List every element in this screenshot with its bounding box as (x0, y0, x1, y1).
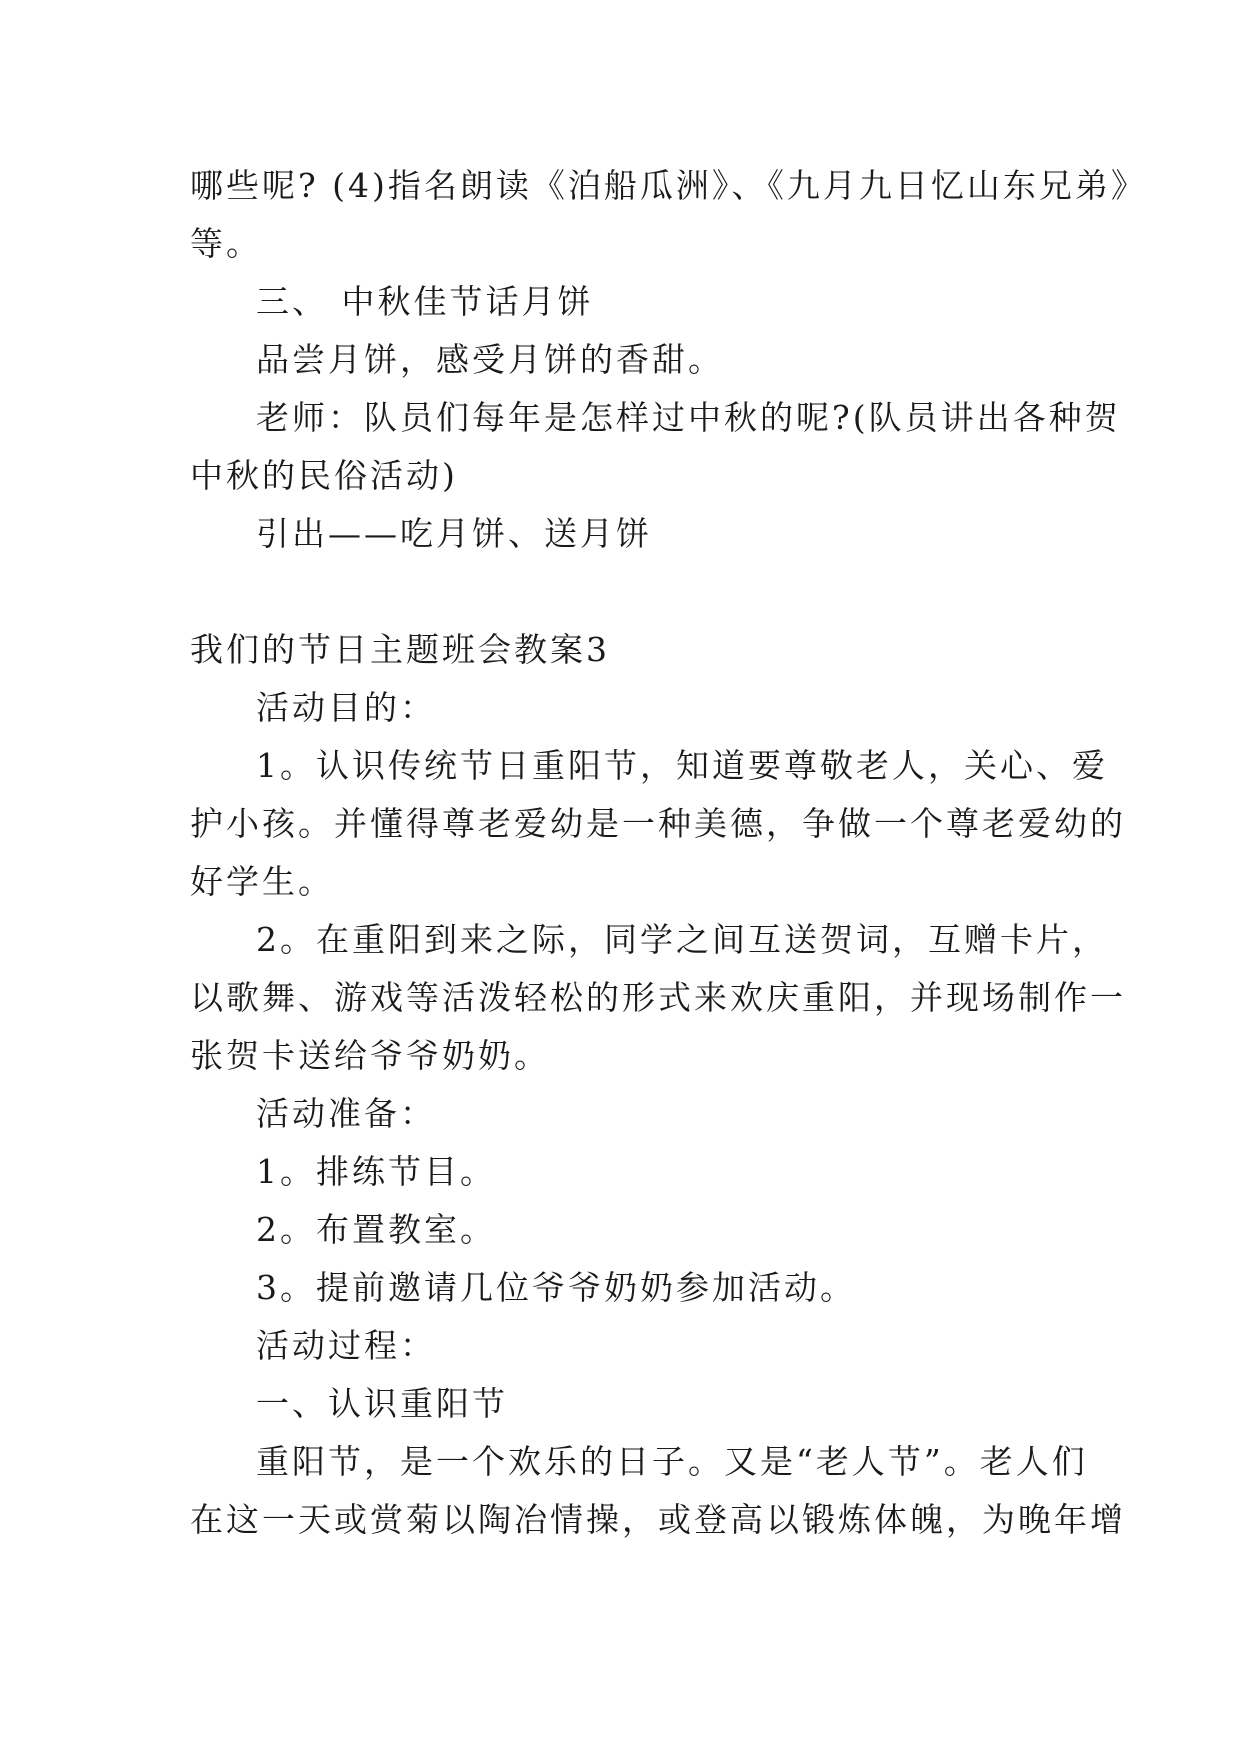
list-item: 3。提前邀请几位爷爷奶奶参加活动。 (256, 1268, 856, 1307)
section-heading: 一、认识重阳节 (256, 1384, 508, 1423)
text-line: 老师：队员们每年是怎样过中秋的呢?(队员讲出各种贺 (256, 398, 1121, 437)
text-line: 品尝月饼，感受月饼的香甜。 (256, 340, 724, 379)
text-line: 张贺卡送给爷爷奶奶。 (190, 1036, 550, 1075)
section-heading: 活动目的： (256, 688, 436, 727)
section-heading: 三、 中秋佳节话月饼 (256, 282, 594, 321)
text-line: 重阳节，是一个欢乐的日子。又是“老人节”。老人们 (256, 1442, 1088, 1481)
text-line: 在这一天或赏菊以陶冶情操，或登高以锻炼体魄，为晚年增 (190, 1500, 1126, 1539)
text-line: 等。 (190, 224, 262, 263)
text-line: 好学生。 (190, 862, 334, 901)
text-line: 2。在重阳到来之际，同学之间互送贺词，互赠卡片， (256, 920, 1108, 959)
text-line: 护小孩。并懂得尊老爱幼是一种美德，争做一个尊老爱幼的 (190, 804, 1126, 843)
text-line: 中秋的民俗活动) (190, 456, 458, 495)
section-heading: 活动过程： (256, 1326, 436, 1365)
text-line: 哪些呢? (4)指名朗读《泊船瓜洲》、《九月九日忆山东兄弟》 (190, 166, 1147, 205)
document-title: 我们的节日主题班会教案3 (190, 630, 610, 669)
list-item: 2。布置教室。 (256, 1210, 496, 1249)
text-line: 引出——吃月饼、送月饼 (256, 514, 652, 553)
list-item: 1。排练节目。 (256, 1152, 496, 1191)
section-heading: 活动准备： (256, 1094, 436, 1133)
text-line: 1。认识传统节日重阳节，知道要尊敬老人，关心、爱 (256, 746, 1108, 785)
text-line: 以歌舞、游戏等活泼轻松的形式来欢庆重阳，并现场制作一 (190, 978, 1126, 1017)
